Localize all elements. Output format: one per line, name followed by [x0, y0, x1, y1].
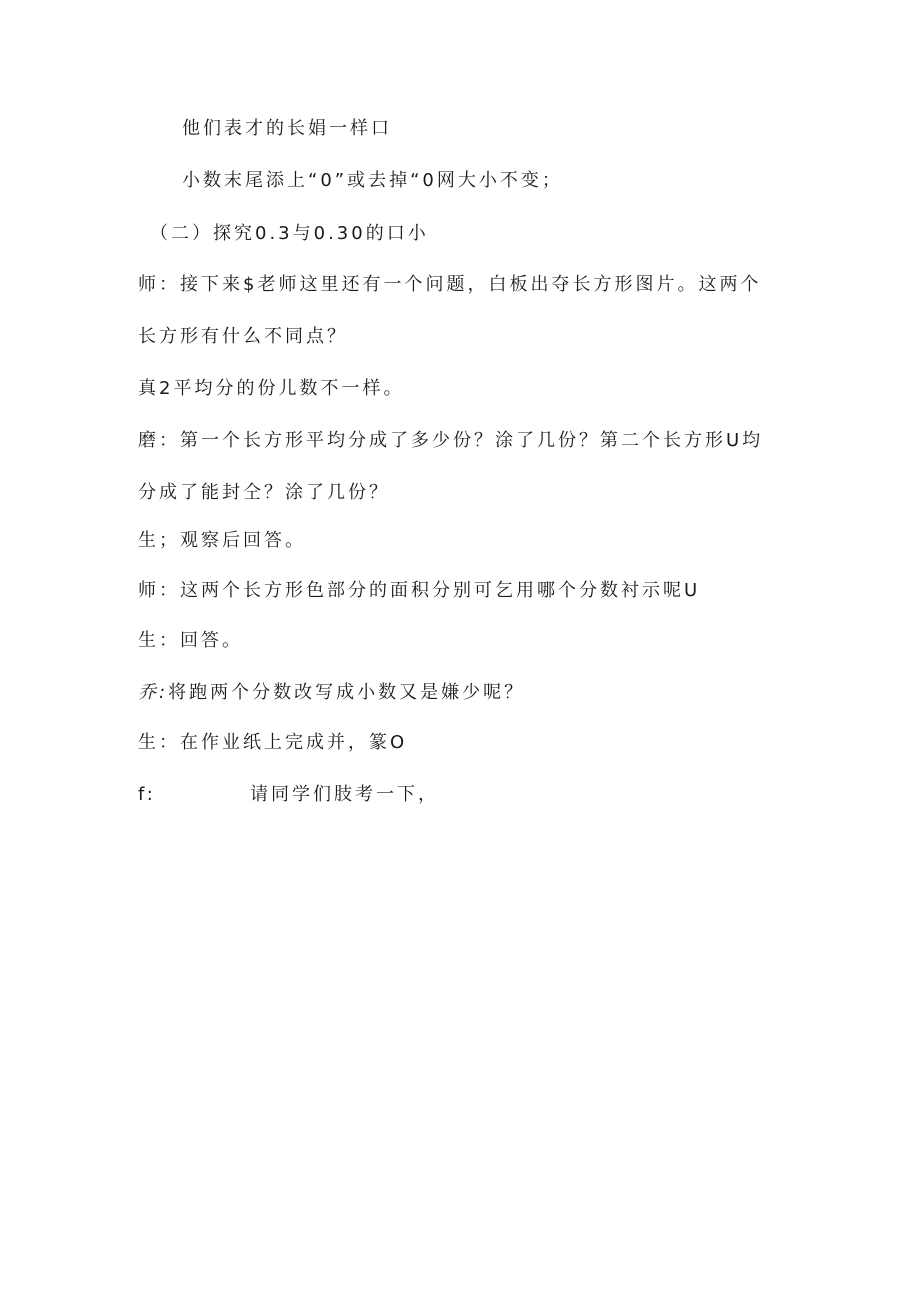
text-line-11 [138, 681, 525, 705]
text-line-8: 生；观察后回答。 [138, 530, 306, 551]
text-line-5: 真2平均分的份儿数不一样。 [138, 378, 405, 399]
text-line-13-label: f: [138, 784, 156, 805]
text-line-9: 师：这两个长方形色部分的面积分别可乞用哪个分数衬示呢U [138, 580, 701, 601]
text-line-2: 小数末尾添上“0”或去掉“0网大小不变； [182, 170, 563, 191]
section-heading: （二）探究0.3与0.30的口小 [150, 223, 429, 244]
text-line-13-text: 请同学们肢考一下， [250, 784, 439, 805]
text-line-7: 分成了能封仝？涂了几份？ [138, 482, 390, 503]
text-line-12: 生：在作业纸上完成并，篆O [138, 732, 408, 753]
speaker-marker: 乔: [138, 682, 169, 703]
text-line-4: 长方形有什么不同点？ [138, 326, 348, 347]
text-line-3: 师：接下来$老师这里还有一个问题，白板出夺长方形图片。这两个 [138, 274, 762, 295]
text-line-1: 他们表才的长娟一样口 [182, 118, 392, 139]
text-line-6: 磨：第一个长方形平均分成了多少份？涂了几份？第二个长方形U均 [138, 430, 764, 451]
speaker-text: 将跑两个分数改写成小数又是嫌少呢？ [168, 682, 526, 703]
text-line-10: 生：回答。 [138, 630, 243, 651]
